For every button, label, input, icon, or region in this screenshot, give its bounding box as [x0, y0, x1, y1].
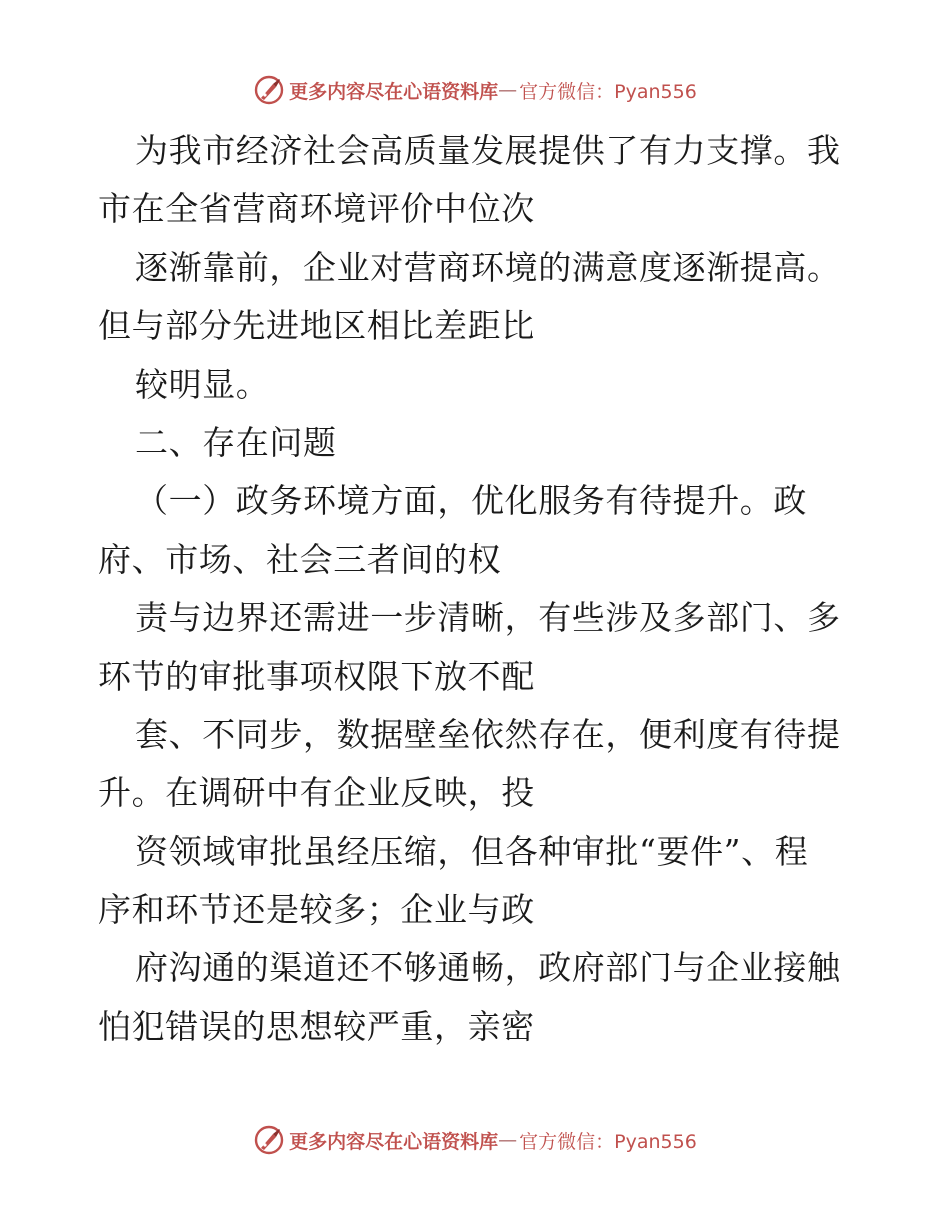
text-line: 序和环节还是较多；企业与政	[98, 890, 535, 930]
banner-title: 更多内容尽在心语资料库	[289, 80, 499, 103]
text-line: 府、市场、社会三者间的权	[98, 539, 502, 579]
text-line: 府沟通的渠道还不够通畅，政府部门与企业接触	[135, 948, 841, 988]
text-line: 套、不同步，数据壁垒依然存在，便利度有待提	[135, 714, 841, 754]
banner-wechat: 官方微信：Pyan556	[519, 80, 697, 103]
footer-banner	[0, 1120, 950, 1160]
text-line: 升。在调研中有企业反映，投	[98, 773, 535, 813]
text-line: 资领域审批虽经压缩，但各种审批“要件”、程	[135, 831, 809, 871]
document-body	[98, 122, 858, 1056]
banner-title: 更多内容尽在心语资料库	[289, 1130, 499, 1153]
text-line: （一）政务环境方面，优化服务有待提升。政	[135, 481, 807, 521]
text-line: 较明显。	[135, 364, 270, 404]
text-line: 为我市经济社会高质量发展提供了有力支撑。我	[135, 131, 841, 170]
quill-logo-icon	[253, 74, 285, 106]
section-heading: 二、存在问题	[135, 422, 337, 462]
quill-logo-icon	[253, 1124, 285, 1156]
text-line: 怕犯错误的思想较严重，亲密	[98, 1006, 535, 1046]
banner-separator: —	[498, 1129, 518, 1151]
text-line: 但与部分先进地区相比差距比	[98, 306, 535, 346]
text-line: 逐渐靠前，企业对营商环境的满意度逐渐提高。	[135, 247, 841, 287]
text-line: 环节的审批事项权限下放不配	[98, 656, 535, 696]
text-line: 市在全省营商环境评价中位次	[98, 189, 535, 229]
text-line: 责与边界还需进一步清晰，有些涉及多部门、多	[135, 598, 841, 638]
header-banner	[0, 70, 950, 110]
banner-wechat: 官方微信：Pyan556	[519, 1130, 697, 1153]
banner-separator: —	[498, 79, 518, 101]
